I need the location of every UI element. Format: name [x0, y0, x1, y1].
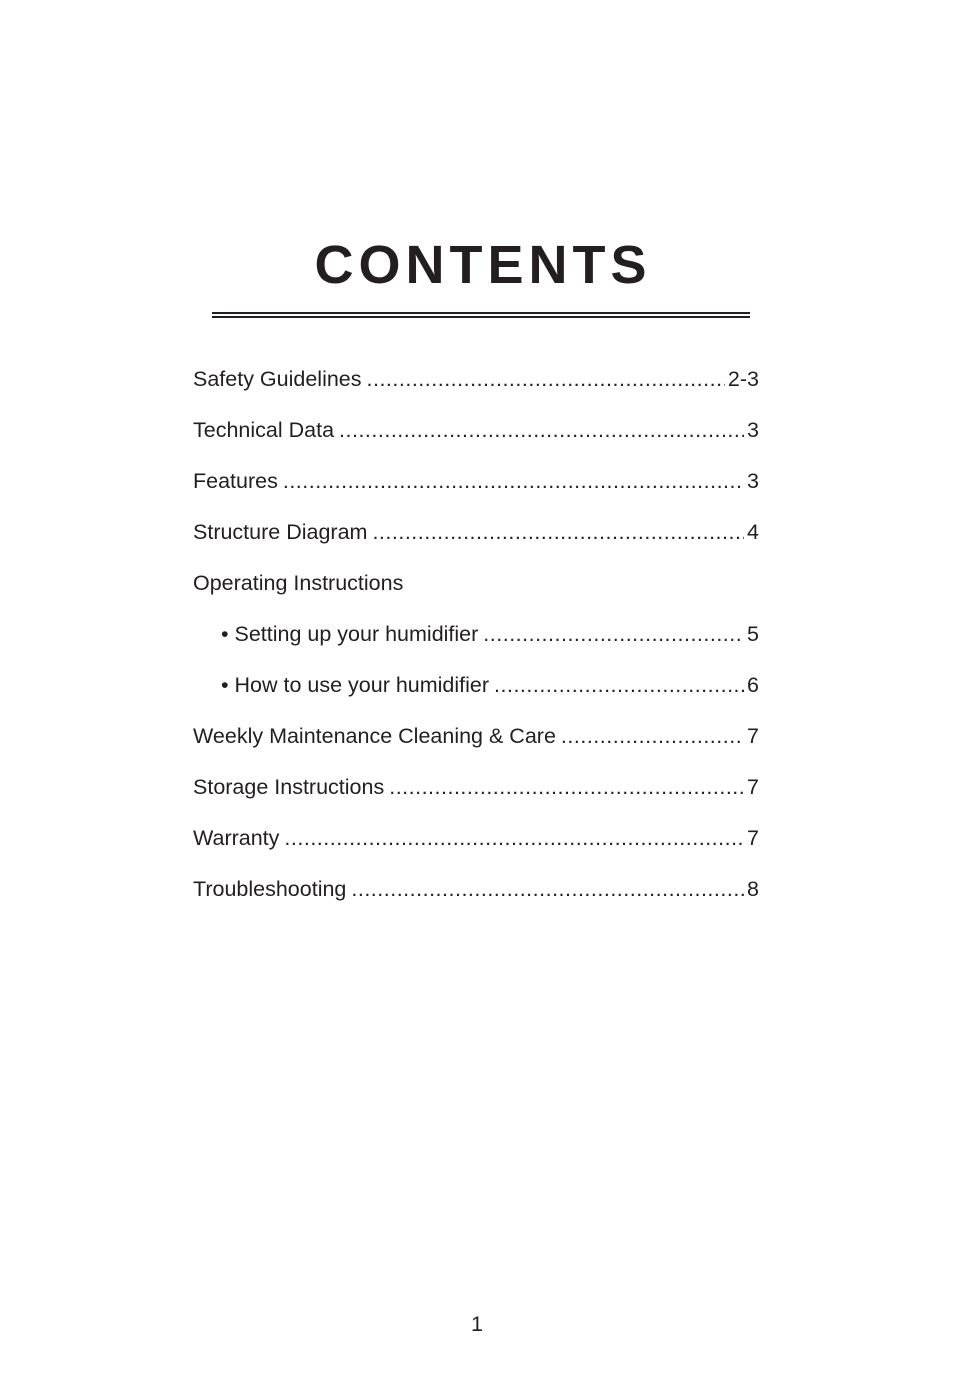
toc-entry-label: Safety Guidelines [193, 367, 362, 391]
toc-entry-page: 4 [747, 520, 759, 544]
toc-entry-label: • How to use your humidifier [221, 673, 490, 697]
toc-entry-label: • Setting up your humidifier [221, 622, 479, 646]
toc-dot-leader [339, 413, 744, 447]
toc-entry-features[interactable] [193, 464, 759, 515]
toc-dot-leader [367, 362, 725, 396]
toc-entry-page: 7 [747, 826, 759, 850]
toc-entry-label: Technical Data [193, 418, 335, 442]
toc-entry-label: Warranty [193, 826, 280, 850]
toc-entry-page: 7 [747, 775, 759, 799]
toc-entry-technical-data[interactable] [193, 413, 759, 464]
toc-dot-leader [494, 668, 744, 702]
toc-entry-page: 3 [747, 418, 759, 442]
toc-entry-page: 6 [747, 673, 759, 697]
toc-entry-troubleshooting[interactable] [193, 872, 759, 923]
toc-dot-leader [283, 464, 744, 498]
toc-entry-page: 8 [747, 877, 759, 901]
title-double-rule [212, 312, 750, 318]
toc-entry-label: Features [193, 469, 278, 493]
toc-dot-leader [351, 872, 744, 906]
toc-entry-page: 2-3 [727, 367, 759, 391]
toc-entry-structure-diagram[interactable] [193, 515, 759, 566]
toc-entry-how-to-use-humidifier[interactable] [193, 668, 759, 719]
toc-entry-label: Structure Diagram [193, 520, 368, 544]
toc-dot-leader [561, 719, 744, 753]
toc-entry-page: 7 [747, 724, 759, 748]
toc-entry-page: 3 [747, 469, 759, 493]
toc-entry-warranty[interactable] [193, 821, 759, 872]
toc-dot-leader [372, 515, 744, 549]
table-of-contents [193, 362, 759, 923]
toc-entry-weekly-maintenance[interactable] [193, 719, 759, 770]
toc-entry-page: 5 [747, 622, 759, 646]
page-title: CONTENTS [314, 235, 652, 295]
toc-dot-leader [284, 821, 744, 855]
toc-section-operating-instructions[interactable] [193, 566, 759, 617]
toc-dot-leader [483, 617, 744, 651]
toc-entry-setting-up-humidifier[interactable] [193, 617, 759, 668]
toc-section-label: Operating Instructions [193, 571, 404, 595]
page-number: 1 [471, 1312, 483, 1336]
toc-entry-safety-guidelines[interactable] [193, 362, 759, 413]
toc-entry-storage-instructions[interactable] [193, 770, 759, 821]
toc-entry-label: Troubleshooting [193, 877, 347, 901]
toc-entry-label: Weekly Maintenance Cleaning & Care [193, 724, 556, 748]
toc-entry-label: Storage Instructions [193, 775, 385, 799]
toc-dot-leader [389, 770, 744, 804]
